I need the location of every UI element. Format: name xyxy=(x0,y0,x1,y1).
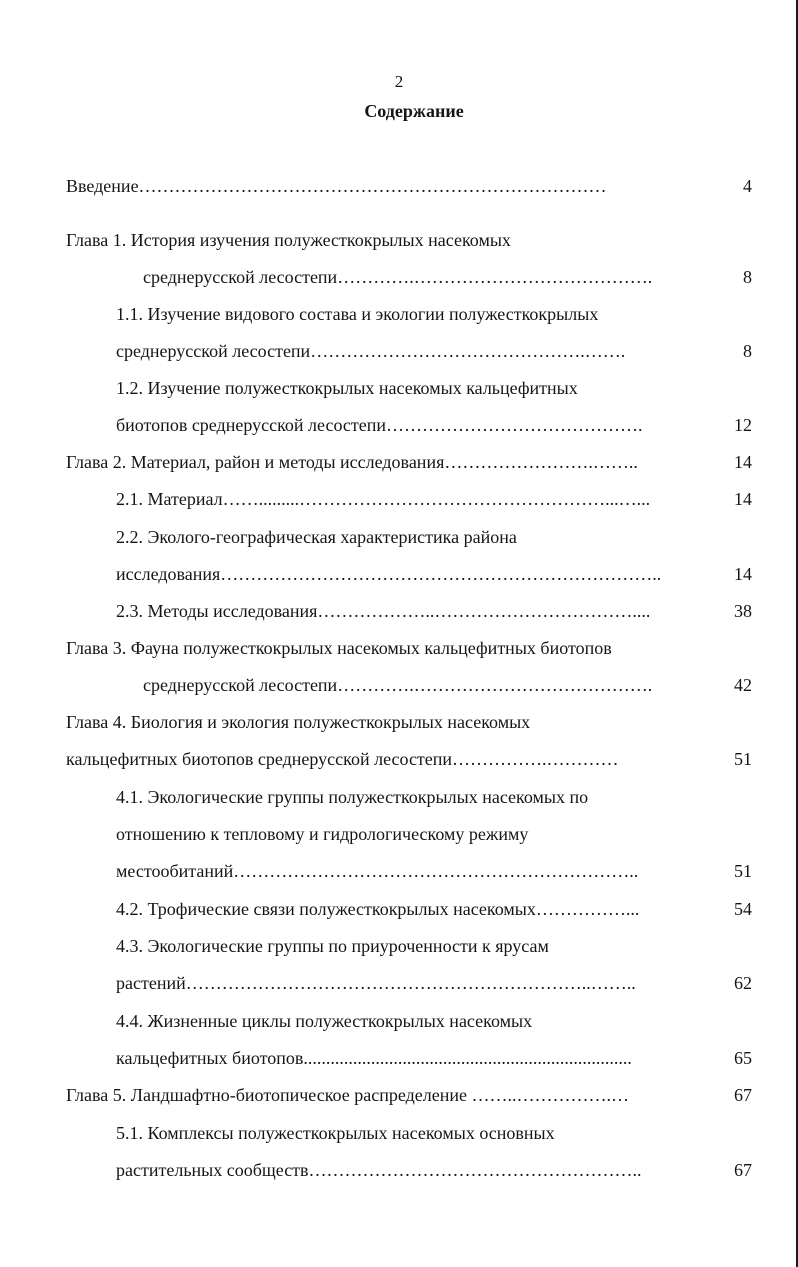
toc-page-number: 51 xyxy=(734,749,752,769)
toc-entry-chapter-3-cont: среднерусской лесостепи………….…………………………………. xyxy=(143,675,653,695)
toc-entry-chapter-4-cont: кальцефитных биотопов среднерусской лесостепи…………….………… xyxy=(66,749,619,769)
toc-page-number: 14 xyxy=(734,489,752,509)
toc-page-number: 14 xyxy=(734,564,752,584)
page-number: 2 xyxy=(394,72,404,91)
toc-entry-chapter-2: Глава 2. Материал, район и методы исследования…………………….…….. xyxy=(66,452,638,472)
toc-entry-section-4-2: 4.2. Трофические связи полужесткокрылых насекомых……………... xyxy=(116,899,640,919)
toc-entry-section-2-3: 2.3. Методы исследования………………..…………………………….... xyxy=(116,601,651,621)
toc-entry-section-1-1-cont: среднерусской лесостепи……………………………………….……. xyxy=(116,341,626,361)
toc-entry-section-4-3-cont: растений…………………………………………………………..…….. xyxy=(116,973,636,993)
toc-entry-section-1-2: 1.2. Изучение полужесткокрылых насекомых кальцефитных xyxy=(116,378,578,398)
toc-page-number: 67 xyxy=(734,1085,752,1105)
toc-page-number: 14 xyxy=(734,452,752,472)
toc-page-number: 65 xyxy=(734,1048,752,1068)
toc-page-number: 12 xyxy=(734,415,752,435)
toc-entry-section-2-2: 2.2. Эколого-географическая характеристика района xyxy=(116,527,517,547)
toc-page-number: 62 xyxy=(734,973,752,993)
toc-entry-introduction: Введение…………………………………………………………………… xyxy=(66,176,607,196)
toc-entry-section-1-2-cont: биотопов среднерусской лесостепи……………………………………. xyxy=(116,415,643,435)
toc-entry-chapter-1-cont: среднерусской лесостепи………….…………………………………. xyxy=(143,267,653,287)
toc-entry-section-4-4: 4.4. Жизненные циклы полужесткокрылых насекомых xyxy=(116,1011,533,1031)
toc-entry-chapter-1: Глава 1. История изучения полужесткокрылых насекомых xyxy=(66,230,511,250)
toc-entry-section-5-1: 5.1. Комплексы полужесткокрылых насекомых основных xyxy=(116,1123,555,1143)
toc-entry-section-4-1-cont: отношению к тепловому и гидрологическому режиму xyxy=(116,824,529,844)
page-title: Содержание xyxy=(364,101,464,121)
toc-page-number: 8 xyxy=(743,267,752,287)
toc-entry-section-2-1: 2.1. Материал…….........……………………………………………...…... xyxy=(116,489,651,509)
toc-page-number: 38 xyxy=(734,601,752,621)
toc-entry-chapter-5: Глава 5. Ландшафтно-биотопическое распределение ……..…………….… xyxy=(66,1085,629,1105)
toc-page-number: 54 xyxy=(734,899,752,919)
toc-entry-chapter-4: Глава 4. Биология и экология полужесткокрылых насекомых xyxy=(66,712,531,732)
toc-entry-section-2-2-cont: исследования……………………………………………………………….. xyxy=(116,564,662,584)
toc-entry-section-1-1: 1.1. Изучение видового состава и экологии полужесткокрылых xyxy=(116,304,599,324)
toc-entry-section-4-1: 4.1. Экологические группы полужесткокрылых насекомых по xyxy=(116,787,589,807)
toc-page-number: 67 xyxy=(734,1160,752,1180)
toc-page-number: 4 xyxy=(743,176,752,196)
toc-page-number: 51 xyxy=(734,861,752,881)
toc-page-number: 8 xyxy=(743,341,752,361)
toc-entry-section-4-1-cont2: местообитаний………………………………………………………….. xyxy=(116,861,639,881)
toc-entry-section-4-3: 4.3. Экологические группы по приуроченности к ярусам xyxy=(116,936,549,956)
toc-entry-chapter-3: Глава 3. Фауна полужесткокрылых насекомых кальцефитных биотопов xyxy=(66,638,612,658)
toc-entry-section-4-4-cont: кальцефитных биотопов......................................................................... xyxy=(116,1048,632,1068)
toc-entry-section-5-1-cont: растительных сообществ……………………………………………….. xyxy=(116,1160,642,1180)
toc-page-number: 42 xyxy=(734,675,752,695)
